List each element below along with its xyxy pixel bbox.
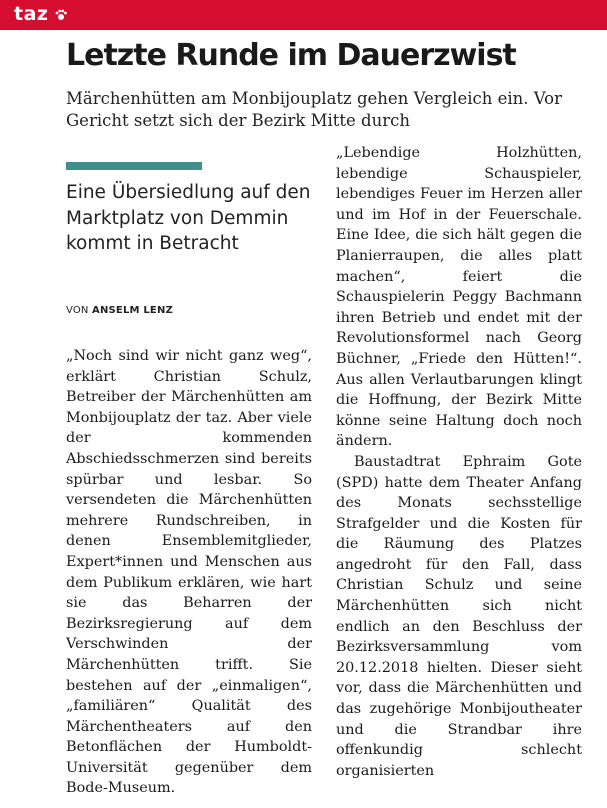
byline-prefix: VON bbox=[66, 305, 89, 316]
paw-icon bbox=[55, 9, 67, 21]
article-column-right bbox=[336, 143, 582, 808]
article-column-left bbox=[66, 346, 312, 808]
body-paragraph: Baustadtrat Ephraim Gote (SPD) hatte dem Theater Anfang des Monats sechsstellige Strafgelder und die Kosten für die Räumung des Platzes angedroht für den Fall, dass Christian Schulz und seine Märchenhütten sich nicht endlich an den Beschluss der Bezirksversammlung vom 20.12.2018 hielten. Dieser sieht vor, dass die Märchenhütten und das zugehörige Monbijoutheater und die Strandbar ihre offenkundig schlecht organisierten bbox=[336, 453, 582, 779]
teaser-accent-bar bbox=[66, 162, 202, 170]
taz-logo[interactable]: taz bbox=[14, 3, 49, 25]
byline bbox=[66, 305, 173, 316]
body-paragraph: „Lebendige Holzhütten, lebendige Schauspieler, lebendiges Feuer im Herzen aller und im Hof in der Feuerschale. Eine Idee, die sich hält gegen die Planierraupen, die alles platt machen“, feiert die Schauspielerin Peggy Bachmann ihren Betrieb und endet mit der Revolutionsformel nach Georg Büchner, „Friede den Hütten!“. Aus allen Verlautbarungen klingt die Hoffnung, der Bezirk Mitte könne seine Haltung doch noch ändern. bbox=[336, 145, 582, 450]
body-paragraph: „Noch sind wir nicht ganz weg“, erklärt Christian Schulz, Betreiber der Märchenhütten am Monbijouplatz der taz. Aber viele der kommenden Abschiedsschmerzen sind bereits spürbar und lesbar. So versendeten die Märchenhütten mehrere Rundschreiben, in denen Ensemblemitglieder, Expert*innen und Menschen aus dem Publikum erklären, wie hart sie das Beharren der Bezirksregierung auf dem Verschwinden der Märchenhütten trifft. Sie bestehen auf der „einmaligen“, „familiären“ Qualität des Märchentheaters auf den Betonflächen der Humboldt-Universität gegenüber dem Bode-Museum. bbox=[66, 348, 312, 797]
byline-author[interactable]: ANSELM LENZ bbox=[92, 305, 173, 316]
article-headline: Letzte Runde im Dauerzwist bbox=[66, 38, 516, 73]
article-teaser: Eine Übersiedlung auf den Marktplatz von Demmin kommt in Betracht bbox=[66, 182, 311, 254]
article-subtitle: Märchenhütten am Monbijouplatz gehen Vergleich ein. Vor Gericht setzt sich der Bezirk Mitte durch bbox=[66, 89, 562, 130]
taz-header-bar bbox=[0, 0, 607, 30]
